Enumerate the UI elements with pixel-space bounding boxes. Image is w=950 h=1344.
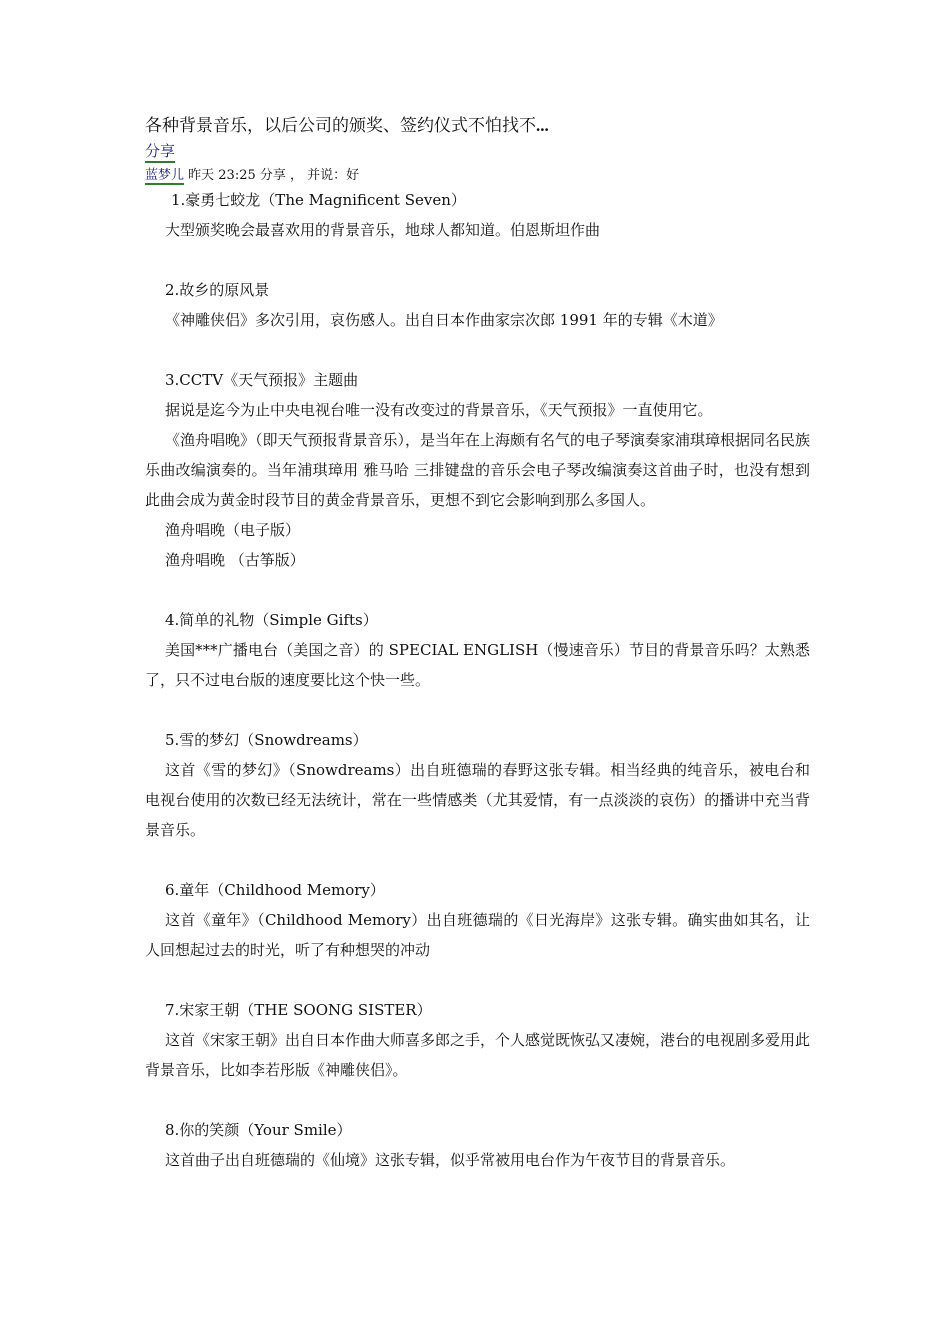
- section-3: [145, 365, 810, 575]
- section-title: 1.豪勇七蛟龙（The Magnificent Seven）: [171, 191, 466, 209]
- section-2: [145, 275, 810, 335]
- user-link[interactable]: 蓝梦儿: [145, 168, 185, 183]
- section-paragraph: 这首《宋家王朝》出自日本作曲大师喜多郎之手，个人感觉既恢弘又凄婉，港台的电视剧多爱用此背景音乐，比如李若彤版《神雕侠侣》。: [145, 1031, 811, 1079]
- section-4: [145, 605, 810, 695]
- document-page: [145, 113, 810, 1175]
- section-1: [145, 185, 810, 245]
- section-6: [145, 875, 810, 965]
- section-paragraph: 这首《雪的梦幻》（Snowdreams）出自班德瑞的春野这张专辑。相当经典的纯音乐，被电台和电视台使用的次数已经无法统计，常在一些情感类（尤其爱情，有一点淡淡的哀伤）的播讲中充当背景音乐。: [145, 761, 810, 839]
- title-ellipsis: ...: [536, 116, 549, 135]
- section-8: [145, 1115, 810, 1175]
- section-title: 4.简单的礼物（Simple Gifts）: [165, 611, 378, 629]
- section-7: [145, 995, 810, 1085]
- section-paragraph: 《神雕侠侣》多次引用，哀伤感人。出自日本作曲家宗次郎 1991 年的专辑《木道》: [165, 311, 723, 329]
- section-title: 8.你的笑颜（Your Smile）: [165, 1121, 352, 1139]
- meta-text: 昨天 23:25 分享 ， 并说：好: [184, 168, 360, 183]
- section-paragraph: 美国***广播电台（美国之音）的 SPECIAL ENGLISH（慢速音乐）节目的背景音乐吗？太熟悉了，只不过电台版的速度要比这个快一些。: [145, 641, 810, 689]
- section-title: 3.CCTV《天气预报》主题曲: [165, 371, 359, 389]
- section-title: 7.宋家王朝（THE SOONG SISTER）: [165, 1001, 432, 1019]
- section-paragraph: 这首曲子出自班德瑞的《仙境》这张专辑，似乎常被用电台作为午夜节目的背景音乐。: [165, 1151, 736, 1169]
- section-title: 5.雪的梦幻（Snowdreams）: [165, 731, 368, 749]
- section-title: 2.故乡的原风景: [165, 281, 270, 299]
- track-link-electronic[interactable]: 渔舟唱晚（电子版）: [165, 521, 301, 539]
- section-paragraph: 大型颁奖晚会最喜欢用的背景音乐，地球人都知道。伯恩斯坦作曲: [165, 221, 601, 239]
- section-paragraph: 这首《童年》（Childhood Memory）出自班德瑞的《日光海岸》这张专辑。确实曲如其名，让人回想起过去的时光，听了有种想哭的冲动: [145, 911, 810, 959]
- section-paragraph: 据说是迄今为止中央电视台唯一没有改变过的背景音乐，《天气预报》一直使用它。: [165, 401, 713, 419]
- post-meta: [145, 167, 810, 185]
- section-paragraph: 《渔舟唱晚》（即天气预报背景音乐），是当年在上海颇有名气的电子琴演奏家浦琪璋根据同名民族乐曲改编演奏的。当年浦琪璋用 雅马哈 三排键盘的音乐会电子琴改编演奏这首曲子时，也没有想到此曲会成为黄金时段节目的黄金背景音乐，更想不到它会影响到那么多国人。: [145, 431, 811, 509]
- section-title: 6.童年（Childhood Memory）: [165, 881, 385, 899]
- share-link[interactable]: 分享: [145, 141, 175, 163]
- page-title: 各种背景音乐，以后公司的颁奖、签约仪式不怕找不...: [145, 116, 549, 136]
- track-link-guzheng[interactable]: 渔舟唱晚 （古筝版）: [165, 551, 305, 569]
- section-5: [145, 725, 810, 845]
